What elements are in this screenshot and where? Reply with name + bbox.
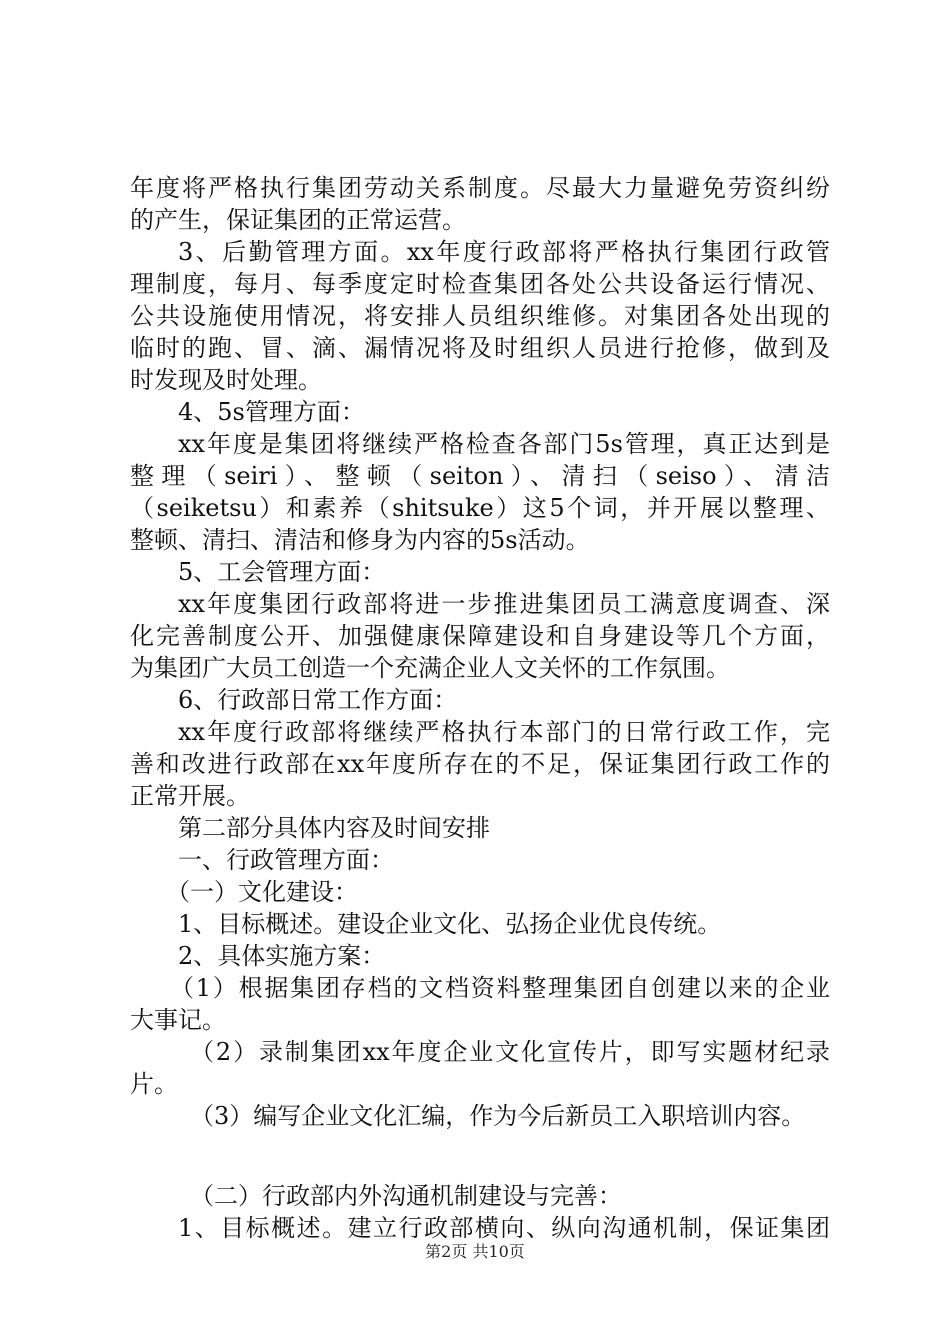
text-line: 整顿、清扫、清洁和修身为内容的5s活动。 [130, 526, 590, 554]
text-line: 片。 [130, 1070, 178, 1098]
text-line: 3、后勤管理方面。xx年度行政部将严格执行集团行政管 [178, 238, 830, 266]
text-line: xx年度集团行政部将进一步推进集团员工满意度调查、深 [178, 590, 830, 618]
list-item: （2）录制集团xx年度企业文化宣传片，即写实题材纪录 [190, 1038, 830, 1066]
text-line: 公共设施使用情况，将安排人员组织维修。对集团各处出现的 [130, 302, 830, 330]
text-line: 1、目标概述。建设企业文化、弘扬企业优良传统。 [178, 910, 722, 938]
section-heading: 一、行政管理方面： [178, 846, 394, 874]
text-line: 2、具体实施方案： [178, 942, 386, 970]
text-line: 为集团广大员工创造一个充满企业人文关怀的工作氛围。 [130, 654, 730, 682]
part-heading: 第二部分具体内容及时间安排 [178, 814, 490, 842]
list-item: （3）编写企业文化汇编，作为今后新员工入职培训内容。 [190, 1102, 806, 1130]
text-line: 理制度，每月、每季度定时检查集团各处公共设备运行情况、 [130, 270, 830, 298]
document-body [130, 172, 830, 1244]
text-line: 整理（seiri）、整顿（seiton）、清扫（seiso）、清洁 [130, 462, 830, 490]
text-line: 化完善制度公开、加强健康保障建设和自身建设等几个方面， [130, 622, 830, 650]
section-heading: 6、行政部日常工作方面： [178, 686, 458, 714]
text-line: 正常开展。 [130, 782, 250, 810]
page-number-footer: 第2页 共10页 [425, 1242, 525, 1261]
text-line: 1、目标概述。建立行政部横向、纵向沟通机制，保证集团 [178, 1214, 830, 1242]
list-item: （1）根据集团存档的文档资料整理集团自创建以来的企业 [170, 974, 830, 1002]
text-line: 临时的跑、冒、滴、漏情况将及时组织人员进行抢修，做到及 [130, 334, 830, 362]
text-line: 年度将严格执行集团劳动关系制度。尽最大力量避免劳资纠纷 [130, 174, 830, 202]
paragraph-gap [130, 1132, 830, 1180]
text-line: 善和改进行政部在xx年度所存在的不足，保证集团行政工作的 [130, 750, 830, 778]
text-line: （seiketsu）和素养（shitsuke）这5个词，并开展以整理、 [130, 494, 830, 522]
text-line: 的产生，保证集团的正常运营。 [130, 206, 466, 234]
text-line: 时发现及时处理。 [130, 366, 322, 394]
subsection-heading: （二）行政部内外沟通机制建设与完善： [190, 1182, 622, 1210]
section-heading: 4、5s管理方面： [178, 398, 365, 426]
text-line: 大事记。 [130, 1006, 226, 1034]
text-line: xx年度是集团将继续严格检查各部门5s管理，真正达到是 [178, 430, 830, 458]
section-heading: 5、工会管理方面： [178, 558, 386, 586]
subsection-heading: （一）文化建设： [166, 878, 358, 906]
text-line: xx年度行政部将继续严格执行本部门的日常行政工作，完 [178, 718, 830, 746]
